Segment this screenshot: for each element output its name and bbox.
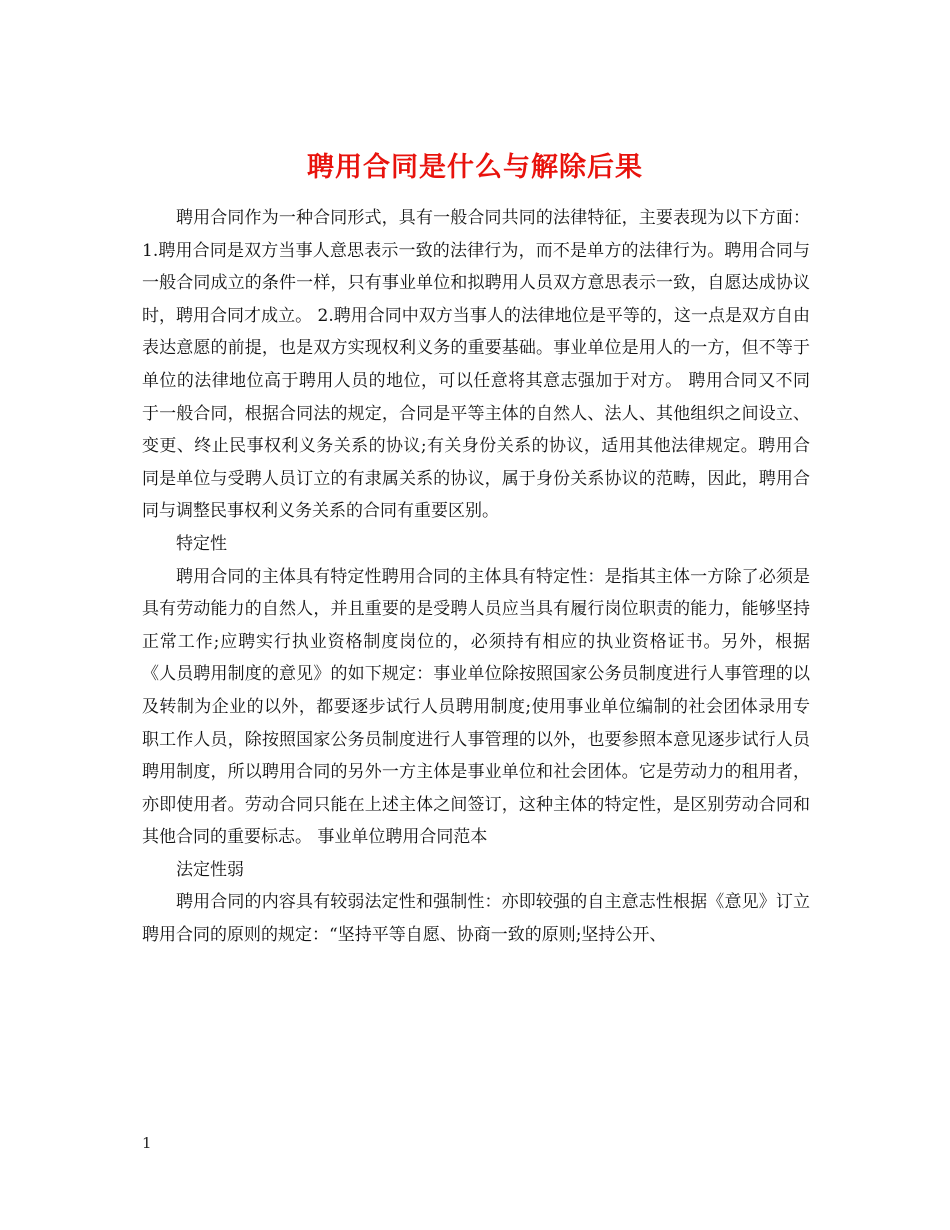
paragraph-weak-statutory: 聘用合同的内容具有较弱法定性和强制性：亦即较强的自主意志性根据《意见》订立聘用合同的原则的规定：“坚持平等自愿、协商一致的原则;坚持公开、 — [142, 892, 810, 946]
document-title: 聘用合同是什么与解除后果 — [307, 152, 643, 184]
document-body — [142, 202, 810, 952]
paragraph-specificity: 聘用合同的主体具有特定性聘用合同的主体具有特定性：是指其主体一方除了必须是具有劳动能力的自然人，并且重要的是受聘人员应当具有履行岗位职责的能力，能够坚持正常工作;应聘实行执业资格制度岗位的，必须持有相应的执业资格证书。另外，根据《人员聘用制度的意见》的如下规定：事业单位除按照国家公务员制度进行人事管理的以及转制为企业的以外，都要逐步试行人员聘用制度;使用事业单位编制的社会团体录用专职工作人员，除按照国家公务员制度进行人事管理的以外，也要参照本意见逐步试行人员聘用制度，所以聘用合同的另外一方主体是事业单位和社会团体。它是劳动力的租用者，亦即使用者。劳动合同只能在上述主体之间签订，这种主体的特定性，是区别劳动合同和其他合同的重要标志。 事业单位聘用合同范本 — [142, 566, 810, 848]
section-heading-weak-statutory: 法定性弱 — [176, 859, 244, 880]
paragraph-intro: 聘用合同作为一种合同形式，具有一般合同共同的法律特征，主要表现为以下方面： 1.聘用合同是双方当事人意思表示一致的法律行为，而不是单方的法律行为。聘用合同与一般合同成立的条件一样，只有事业单位和拟聘用人员双方意思表示一致，自愿达成协议时，聘用合同才成立。 2.聘用合同中双方当事人的法律地位是平等的，这一点是双方自由 表达意愿的前提，也是双方实现权利义务的重要基础。事业单位是用人的一方，但不等于单位的法律地位高于聘用人员的地位，可以任意将其意志强加于对方。 聘用合同又不同于一般合同，根据合同法的规定，合同是平等主体的自然人、法人、其他组织之间设立、变更、终止民事权利义务关系的协议;有关身份关系的协议，适用其他法律规定。聘用合同是单位与受聘人员订立的有隶属关系的协议，属于身份关系协议的范畴，因此，聘用合同与调整民事权利义务关系的合同有重要区别。 — [142, 208, 810, 522]
section-heading-specificity: 特定性 — [176, 533, 227, 554]
page-number: 1 — [142, 1134, 152, 1152]
